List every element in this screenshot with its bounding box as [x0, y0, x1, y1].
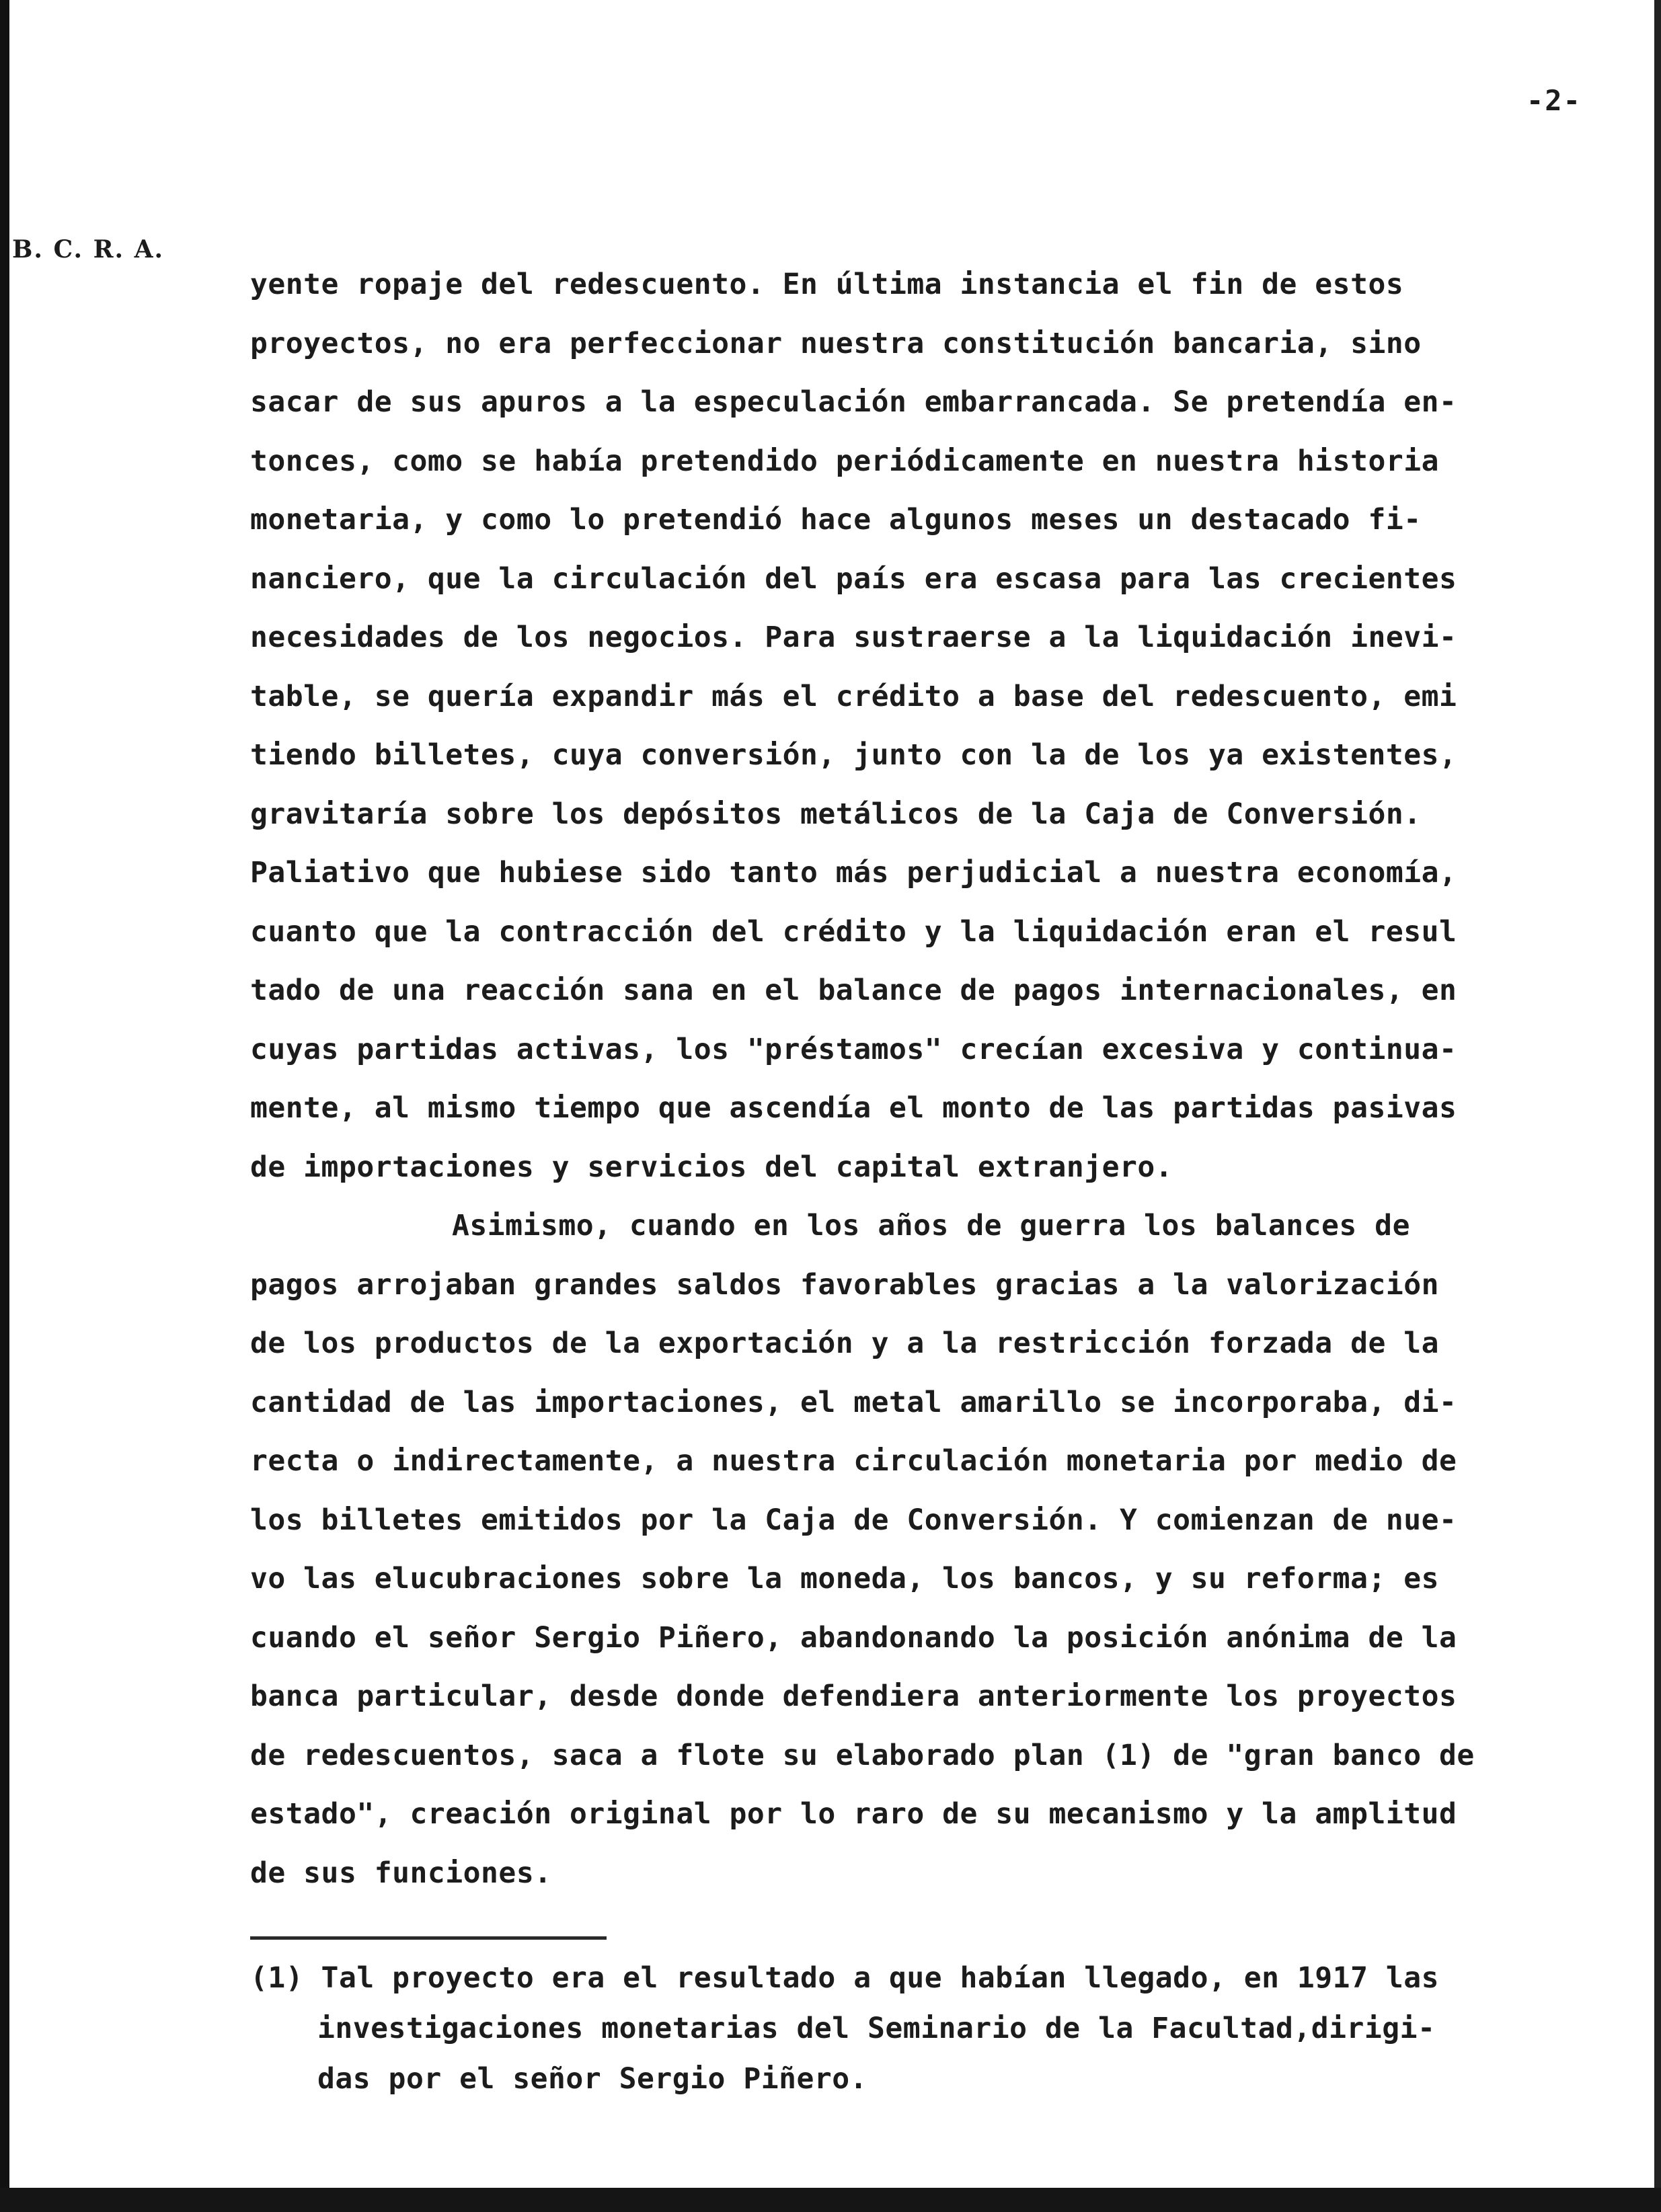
text-line: cantidad de las importaciones, el metal amarillo se incorporaba, di-: [250, 1385, 1457, 1419]
text-line: estado", creación original por lo raro de su mecanismo y la amplitud: [250, 1797, 1457, 1831]
text-line: monetaria, y como lo pretendió hace algunos meses un destacado fi-: [250, 503, 1422, 537]
text-line: pagos arrojaban grandes saldos favorables gracias a la valorización: [250, 1267, 1440, 1302]
body-text: [250, 255, 1659, 1903]
text-line-indented: Asimismo, cuando en los años de guerra los balances de: [452, 1209, 1410, 1242]
text-line: tado de una reacción sana en el balance de pagos internacionales, en: [250, 974, 1457, 1007]
text-line: nanciero, que la circulación del país era escasa para las crecientes: [250, 561, 1457, 596]
footnote-line: investigaciones monetarias del Seminario de la Facultad,dirigi-: [317, 2012, 1436, 2045]
text-line: banca particular, desde donde defendiera anteriormente los proyectos: [250, 1680, 1457, 1713]
text-line: necesidades de los negocios. Para sustraerse a la liquidación inevi-: [250, 621, 1457, 654]
text-line: cuanto que la contracción del crédito y la liquidación eran el resul: [250, 914, 1457, 949]
text-line: yente ropaje del redescuento. En última instancia el fin de estos: [250, 268, 1404, 301]
page-number: -2-: [1527, 84, 1582, 117]
text-line: de sus funciones.: [250, 1856, 552, 1890]
text-line: tiendo billetes, cuya conversión, junto con la de los ya existentes,: [250, 738, 1457, 772]
footnote-line: das por el señor Sergio Piñero.: [317, 2062, 868, 2096]
scan-left-edge: [0, 0, 9, 2212]
text-line: gravitaría sobre los depósitos metálicos de la Caja de Conversión.: [250, 797, 1422, 831]
text-line: cuyas partidas activas, los "préstamos" crecían excesiva y continua-: [250, 1032, 1457, 1066]
footnote-line: (1) Tal proyecto era el resultado a que habían llegado, en 1917 las: [250, 1961, 1440, 1995]
text-line: mente, al mismo tiempo que ascendía el monto de las partidas pasivas: [250, 1091, 1457, 1125]
text-line: sacar de sus apuros a la especulación embarrancada. Se pretendía en-: [250, 385, 1457, 419]
margin-stamp: B. C. R. A.: [12, 235, 165, 264]
text-line: tonces, como se había pretendido periódicamente en nuestra historia: [250, 444, 1440, 478]
text-line: table, se quería expandir más el crédito a base del redescuento, emi: [250, 679, 1457, 713]
text-line: vo las elucubraciones sobre la moneda, los bancos, y su reforma; es: [250, 1562, 1440, 1595]
text-line: de redescuentos, saca a flote su elaborado plan (1) de "gran banco de: [250, 1738, 1475, 1772]
scan-bottom-edge: [0, 2188, 1661, 2212]
footnote: [250, 1953, 1635, 2104]
text-line: de importaciones y servicios del capital extranjero.: [250, 1150, 1173, 1184]
text-line: proyectos, no era perfeccionar nuestra constitución bancaria, sino: [250, 326, 1422, 360]
text-line: de los productos de la exportación y a la restricción forzada de la: [250, 1327, 1440, 1360]
text-line: los billetes emitidos por la Caja de Conversión. Y comienzan de nue-: [250, 1503, 1457, 1537]
text-line: Paliativo que hubiese sido tanto más perjudicial a nuestra economía,: [250, 856, 1457, 890]
text-line: cuando el señor Sergio Piñero, abandonando la posición anónima de la: [250, 1620, 1457, 1655]
text-line: recta o indirectamente, a nuestra circulación monetaria por medio de: [250, 1444, 1457, 1478]
footnote-divider: [250, 1936, 607, 1940]
